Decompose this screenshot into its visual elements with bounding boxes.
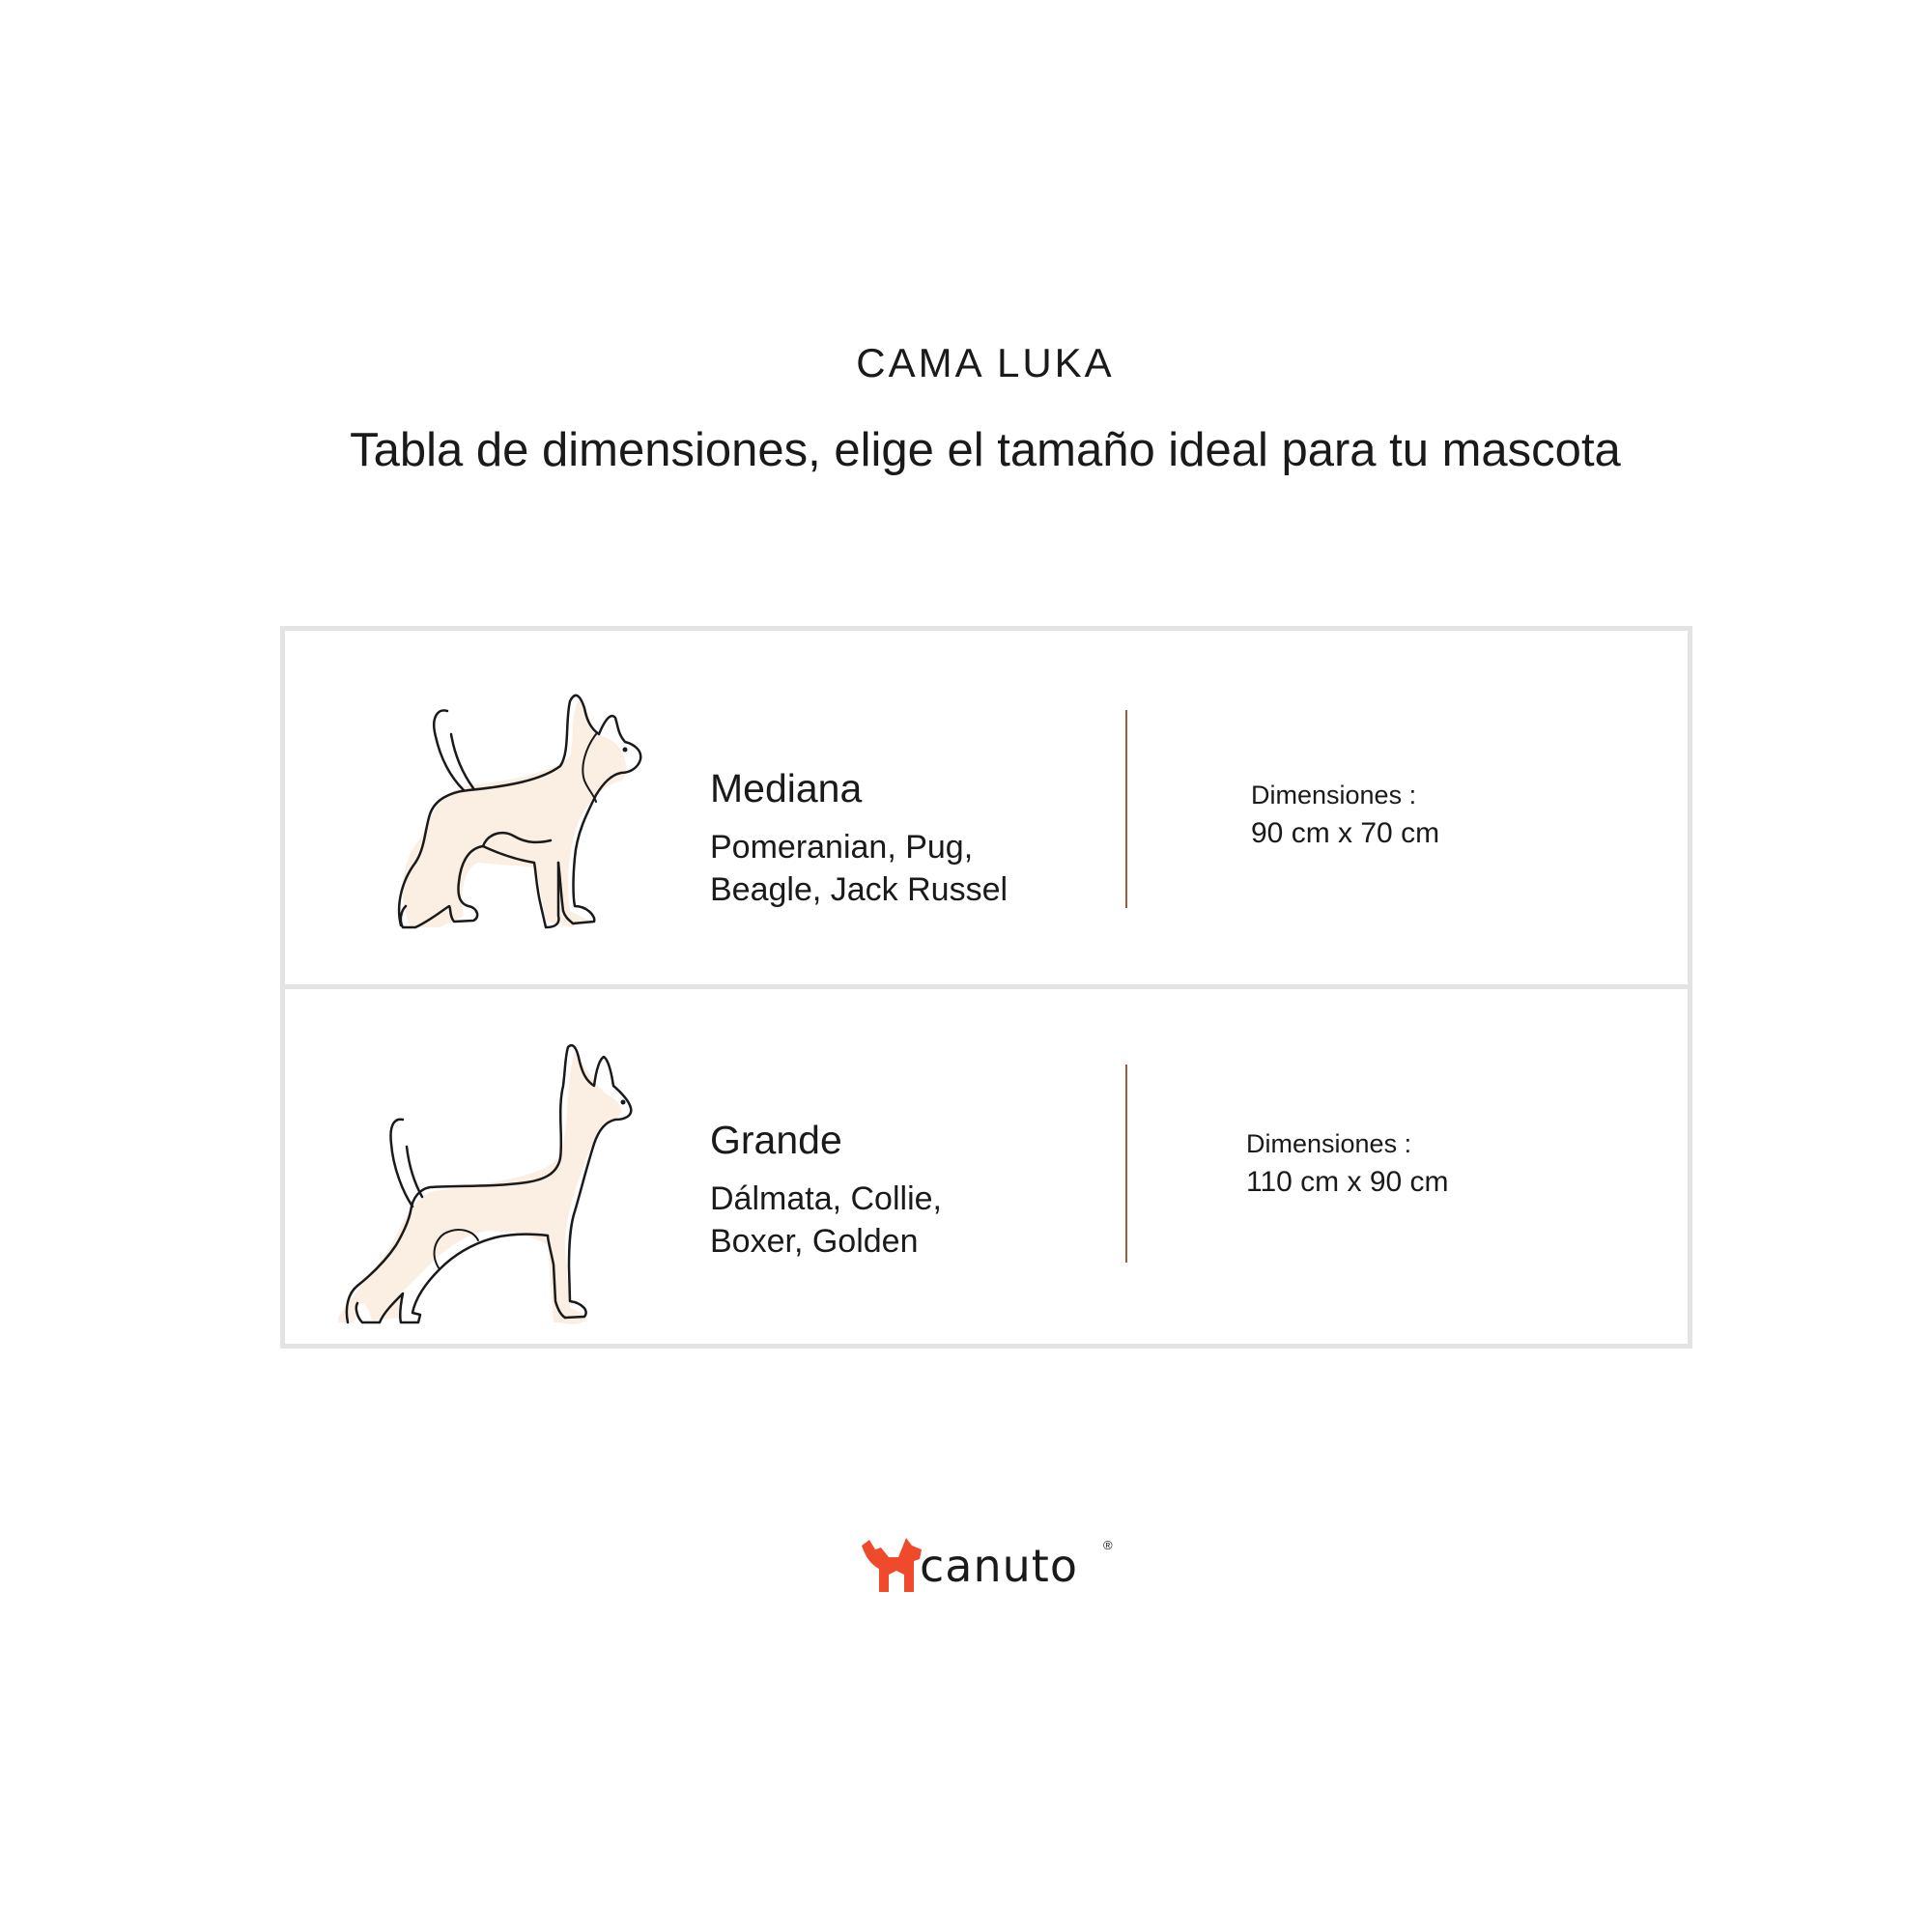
size-name: Grande <box>710 1118 842 1162</box>
breed-line: Dálmata, Collie, <box>710 1180 942 1217</box>
size-row-grande <box>285 989 1688 1344</box>
brand-name: canuto <box>920 1540 1078 1592</box>
breed-list <box>710 826 1029 911</box>
product-title: CAMA LUKA <box>856 340 1115 385</box>
breed-line: Beagle, Jack Russel <box>710 871 1009 908</box>
column-divider <box>1125 1065 1127 1263</box>
breed-line: Boxer, Golden <box>710 1223 919 1260</box>
canuto-logo <box>860 1536 1121 1604</box>
size-row-mediana <box>285 631 1688 989</box>
page-subtitle: Tabla de dimensiones, elige el tamaño ideal para tu mascota <box>350 424 1621 476</box>
large-dog-icon <box>333 1013 662 1332</box>
dimensions-value: 90 cm x 70 cm <box>1251 817 1440 849</box>
dimensions-value: 110 cm x 90 cm <box>1246 1166 1449 1198</box>
dimensions-label: Dimensiones : <box>1251 781 1417 810</box>
medium-dog-icon <box>372 674 652 935</box>
dimensions-label: Dimensiones : <box>1246 1129 1412 1158</box>
dog-silhouette-icon <box>860 1536 925 1594</box>
column-divider <box>1125 710 1127 908</box>
breed-line: Pomeranian, Pug, <box>710 829 974 866</box>
breed-list <box>710 1178 1029 1263</box>
size-table <box>280 626 1692 1349</box>
registered-mark: ® <box>1103 1538 1113 1552</box>
size-name: Mediana <box>710 766 863 810</box>
